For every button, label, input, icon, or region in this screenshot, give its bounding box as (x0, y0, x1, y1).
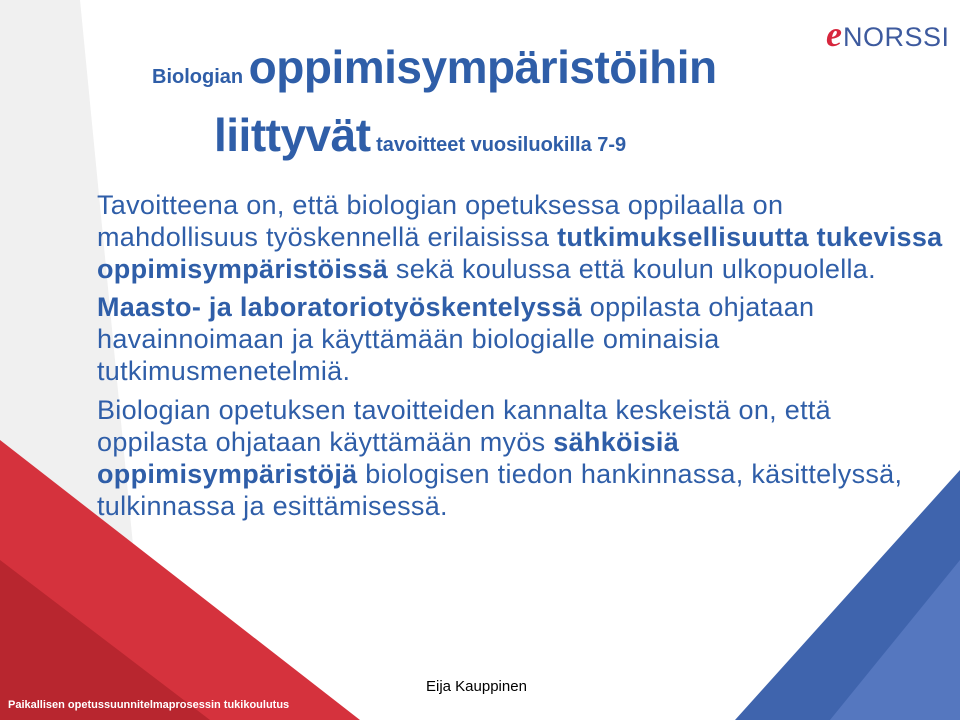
title-part-2: oppimisympäristöihin (248, 41, 717, 93)
paragraph-2-text-1: oppilasta ohjataan havainnoimaan ja käyttämään biologialle ominaisia tutkimusmenetelmiä. (97, 292, 815, 386)
page-title-line-1 (152, 40, 717, 94)
title-part-4: tavoitteet vuosiluokilla 7-9 (370, 134, 627, 156)
paragraph-1-text-2: sekä koulussa että koulun ulkopuolella. (388, 254, 876, 284)
paragraph-1 (97, 189, 947, 285)
title-part-1: Biologian (152, 66, 249, 88)
paragraph-3 (97, 394, 947, 522)
body-text (97, 189, 947, 529)
page-title-line-2 (214, 108, 626, 162)
paragraph-1-text-1: Tavoitteena on, että biologian opetuksessa oppilaalla on mahdollisuus työskennellä erilaisissa (97, 190, 784, 252)
paragraph-2 (97, 291, 947, 387)
logo-text: NORSSI (842, 22, 950, 52)
author-name: Eija Kauppinen (426, 678, 527, 695)
title-part-3: liittyvät (214, 109, 371, 161)
paragraph-3-text-2: biologisen tiedon hankinnassa, käsittelyssä, tulkinnassa ja esittämisessä. (97, 459, 903, 521)
logo-mark: e (826, 14, 842, 54)
enorssi-logo (826, 14, 950, 54)
paragraph-1-highlight: tutkimuksellisuutta tukevissa oppimisympäristöissä (97, 222, 943, 284)
paragraph-3-highlight: sähköisiä oppimisympäristöjä (97, 427, 680, 489)
paragraph-3-text-1: Biologian opetuksen tavoitteiden kannalta keskeistä on, että oppilasta ohjataan käyttämään myös (97, 395, 831, 457)
paragraph-2-highlight: Maasto- ja laboratoriotyöskentelyssä (97, 292, 582, 322)
footer-text: Paikallisen opetussuunnitelmaprosessin tukikoulutus (8, 699, 290, 711)
